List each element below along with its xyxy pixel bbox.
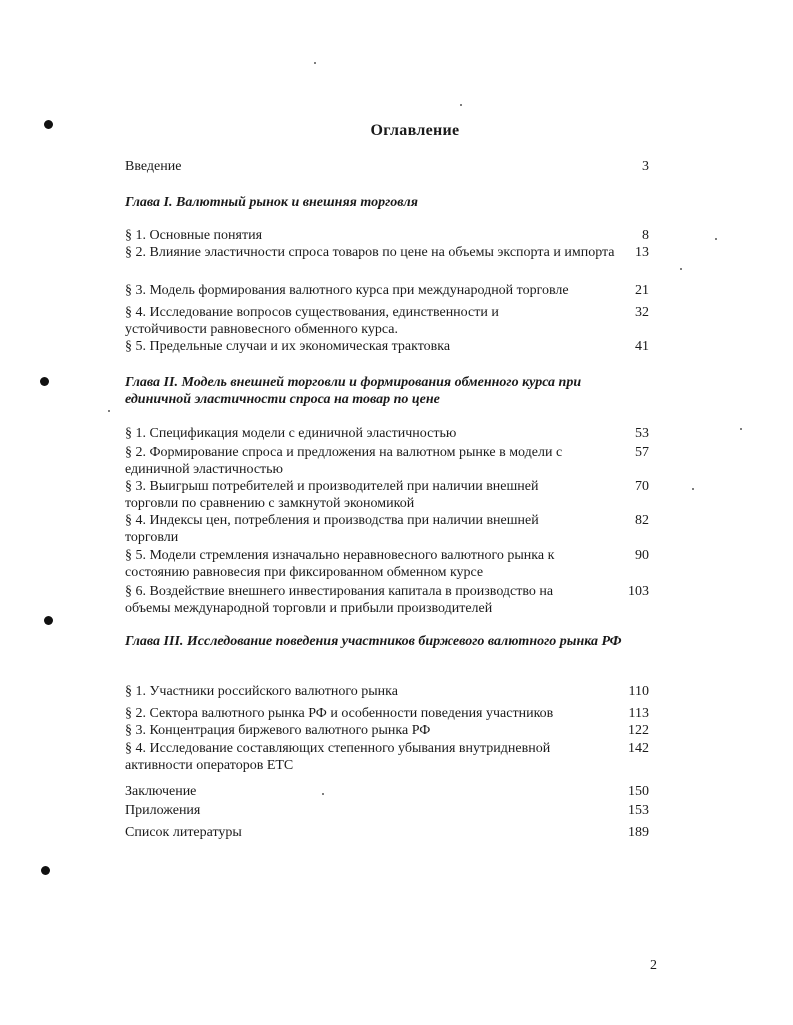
toc-entry-label: § 5. Предельные случаи и их экономическая трактовка [125, 339, 451, 354]
toc-entry-bibliography[interactable] [125, 824, 649, 841]
toc-title: Оглавление [370, 122, 460, 139]
toc-entry-page: 21 [635, 283, 649, 298]
toc-entry-page: 3 [642, 159, 649, 174]
toc-entry-label: § 3. Модель формирования валютного курса при международной торговле [125, 283, 569, 298]
toc-entry-page: 103 [628, 584, 649, 599]
toc-entry-label: § 2. Формирование спроса и предложения на валютном рынке в модели с единичной эластичностью [125, 445, 563, 477]
punch-hole-2 [40, 377, 49, 386]
toc-entry-label: § 2. Влияние эластичности спроса товаров по цене на объемы экспорта и импорта [125, 245, 615, 260]
toc-entry-label: § 4. Исследование составляющих степенного убывания внутридневной активности операторов ЕТС [125, 741, 551, 773]
scan-speck [460, 104, 462, 106]
toc-entry-page: 8 [642, 228, 649, 243]
toc-entry-page: 90 [635, 548, 649, 563]
toc-entry-label: § 1. Основные понятия [125, 228, 263, 243]
toc-entry-label: Список литературы [125, 825, 242, 840]
toc-entry-ch3-s4[interactable] [125, 740, 649, 774]
toc-entry-ch1-s3[interactable] [125, 282, 649, 299]
scan-speck [740, 428, 742, 430]
toc-entry-label: § 1. Участники российского валютного рынка [125, 684, 398, 699]
toc-entry-ch2-s3[interactable] [125, 478, 649, 512]
toc-entry-ch3-s1[interactable] [125, 683, 649, 700]
toc-entry-ch2-s2[interactable] [125, 444, 649, 478]
toc-entry-label: § 3. Концентрация биржевого валютного рынка РФ [125, 723, 431, 738]
scan-speck [108, 410, 110, 412]
toc-entry-label: Заключение [125, 784, 197, 799]
toc-entry-page: 13 [635, 245, 649, 260]
punch-hole-4 [41, 866, 50, 875]
toc-entry-ch1-s5[interactable] [125, 338, 649, 355]
toc-entry-ch2-s4[interactable] [125, 512, 649, 546]
toc-entry-label: Введение [125, 159, 182, 174]
toc-entry-page: 189 [628, 825, 649, 840]
chapter-3-title[interactable]: Глава III. Исследование поведения участников биржевого валютного рынка РФ [125, 634, 622, 649]
toc-entry-page: 153 [628, 803, 649, 818]
toc-entry-page: 57 [635, 445, 649, 460]
scan-speck [314, 62, 316, 64]
page-number: 2 [650, 958, 657, 973]
toc-entry-ch2-s5[interactable] [125, 547, 649, 581]
toc-entry-page: 82 [635, 513, 649, 528]
scan-speck [715, 238, 717, 240]
scan-speck [692, 488, 694, 490]
toc-entry-page: 122 [628, 723, 649, 738]
chapter-2-title[interactable]: Глава II. Модель внешней торговли и формирования обменного курса при единичной эластичности спроса на товар по цене [125, 375, 582, 407]
toc-entry-ch2-s1[interactable] [125, 425, 649, 442]
toc-entry-label: § 2. Сектора валютного рынка РФ и особенности поведения участников [125, 706, 554, 721]
toc-entry-label: § 1. Спецификация модели с единичной эластичностью [125, 426, 457, 441]
toc-entry-conclusion[interactable] [125, 783, 649, 800]
toc-entry-ch1-s2[interactable] [125, 244, 649, 261]
punch-hole-3 [44, 616, 53, 625]
toc-entry-label: § 6. Воздействие внешнего инвестирования капитала в производство на объемы международной торговли и прибыли производителей [125, 584, 554, 616]
toc-entry-ch3-s3[interactable] [125, 722, 649, 739]
toc-entry-page: 32 [635, 305, 649, 320]
toc-entry-label: § 3. Выигрыш потребителей и производителей при наличии внешней торговли по сравнению с замкнутой экономикой [125, 479, 539, 511]
toc-entry-ch3-s2[interactable] [125, 705, 649, 722]
toc-entry-ch1-s4[interactable] [125, 304, 649, 338]
toc-entry-appendices[interactable] [125, 802, 649, 819]
toc-entry-label: § 5. Модели стремления изначально неравновесного валютного рынка к состоянию равновесия при фиксированном обменном курсе [125, 548, 555, 580]
toc-entry-label: § 4. Исследование вопросов существования, единственности и устойчивости равновесного обменного курса. [125, 305, 499, 337]
toc-entry-ch1-s1[interactable] [125, 227, 649, 244]
toc-entry-ch2-s6[interactable] [125, 583, 649, 617]
scan-speck [680, 268, 682, 270]
toc-entry-page: 113 [628, 706, 649, 721]
toc-entry-page: 142 [628, 741, 649, 756]
toc-entry-page: 53 [635, 426, 649, 441]
toc-entry-page: 41 [635, 339, 649, 354]
toc-entry-label: Приложения [125, 803, 201, 818]
toc-entry-label: § 4. Индексы цен, потребления и производства при наличии внешней торговли [125, 513, 539, 545]
chapter-1-title[interactable]: Глава I. Валютный рынок и внешняя торговля [125, 195, 418, 210]
toc-entry-page: 110 [628, 684, 649, 699]
toc-entry-page: 150 [628, 784, 649, 799]
toc-entry-page: 70 [635, 479, 649, 494]
toc-entry-intro[interactable] [125, 158, 649, 175]
